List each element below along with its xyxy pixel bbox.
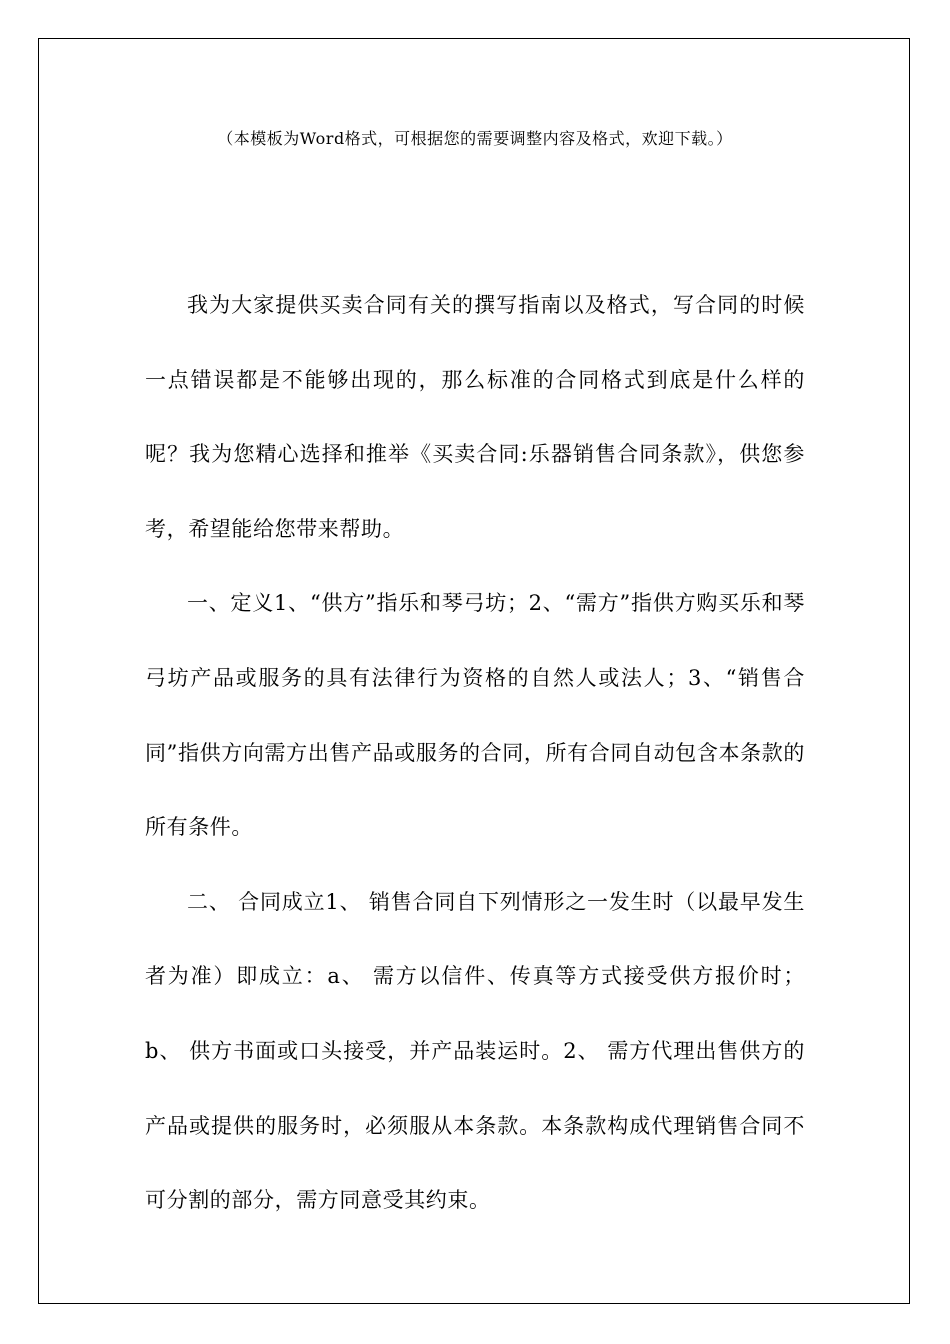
document-body — [145, 268, 805, 1238]
intro-paragraph: 我为大家提供买卖合同有关的撰写指南以及格式，写合同的时候一点错误都是不能够出现的，那么标准的合同格式到底是什么样的呢？我为您精心选择和推举《买卖合同:乐器销售合同条款》，供您参考，希望能给您带来帮助。 — [145, 293, 805, 541]
definitions-paragraph: 一、定义1、“供方”指乐和琴弓坊；2、“需方”指供方购买乐和琴弓坊产品或服务的具有法律行为资格的自然人或法人；3、“销售合同”指供方向需方出售产品或服务的合同，所有合同自动包含本条款的所有条件。 — [145, 591, 805, 840]
contract-formation-paragraph: 二、 合同成立1、 销售合同自下列情形之一发生时（以最早发生者为准）即成立：a、 需方以信件、传真等方式接受供方报价时；b、 供方书面或口头接受，并产品装运时。2、 需方代理出售供方的产品或提供的服务时，必须服从本条款。本条款构成代理销售合同不可分割的部分，需方同意受其约束。 — [145, 889, 805, 1213]
template-note: （本模板为Word格式，可根据您的需要调整内容及格式，欢迎下载。） — [217, 129, 733, 148]
